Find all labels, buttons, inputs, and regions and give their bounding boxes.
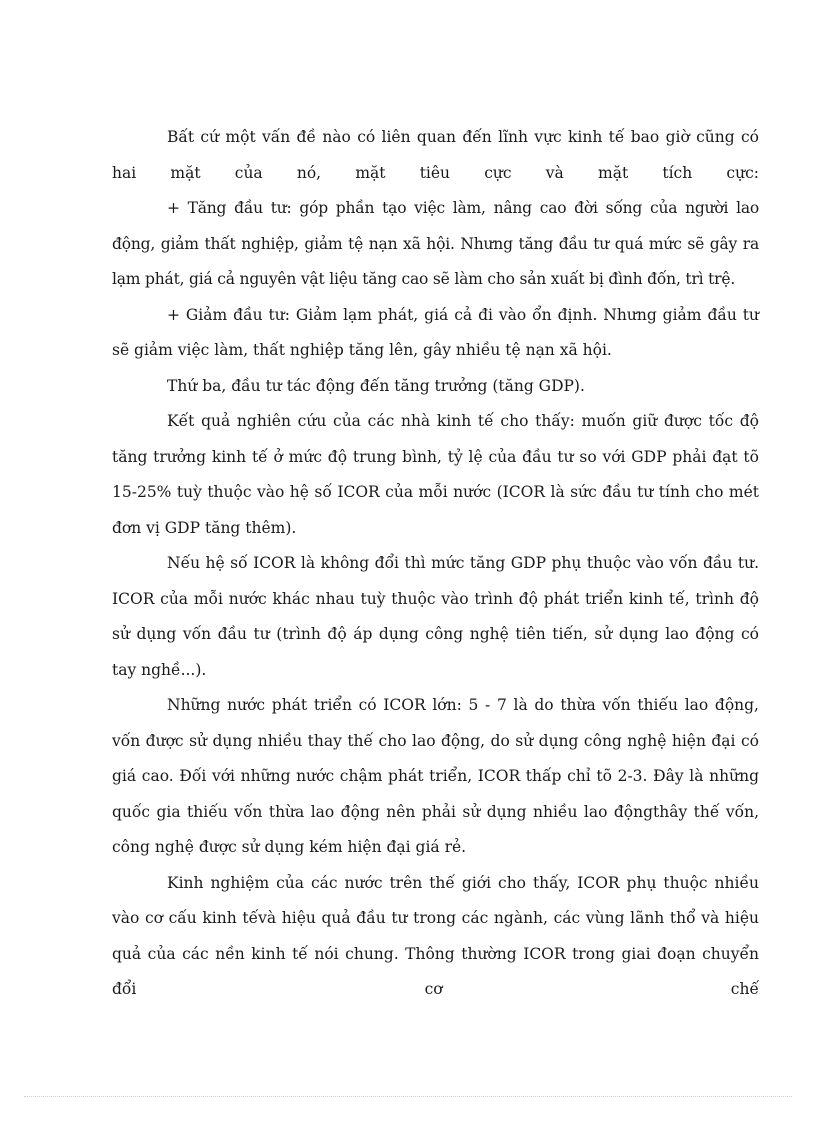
paragraph-developed-countries: Những nước phát triển có ICOR lớn: 5 - 7 là do thừa vốn thiếu lao động, vốn được sử dụng nhiều thay thế cho lao động, do sử dụng công nghệ hiện đại có giá cao. Đối với những nước chậm phát triển, ICOR thấp chỉ tõ 2-3. Đây là những quốc gia thiếu vốn thừa lao động nên phải sử dụng nhiều lao độngthây thế vốn, công nghệ được sử dụng kém hiện đại giá rẻ.	[112, 696, 759, 856]
paragraph-experience: Kinh nghiệm của các nước trên thế giới cho thấy, ICOR phụ thuộc nhiều vào cơ cấu kinh tếvà hiệu quả đầu tư trong các ngành, các vùng lãnh thổ và hiệu quả của các nền kinh tế nói chung. Thông thường ICOR trong giai đoạn chuyển đổi cơ chế	[112, 873, 759, 998]
page-bottom-divider	[24, 1096, 792, 1097]
paragraph-research-result: Kết quả nghiên cứu của các nhà kinh tế cho thấy: muốn giữ được tốc độ tăng trưởng kinh tế ở mức độ trung bình, tỷ lệ của đầu tư so với GDP phải đạt tõ 15-25% tuỳ thuộc vào hệ số ICOR của mỗi nước (ICOR là sức đầu tư tính cho mét đơn vị GDP tăng thêm).	[112, 412, 759, 537]
document-body	[112, 120, 759, 1008]
paragraph-growth-heading: Thứ ba, đầu tư tác động đến tăng trưởng (tăng GDP).	[167, 376, 585, 395]
paragraph-icor-constant: Nếu hệ số ICOR là không đổi thì mức tăng GDP phụ thuộc vào vốn đầu tư. ICOR của mỗi nước khác nhau tuỳ thuộc vào trình độ phát triển kinh tế, trình độ sử dụng vốn đầu tư (trình độ áp dụng công nghệ tiên tiến, sử dụng lao động có tay nghề...).	[112, 554, 759, 679]
paragraph-intro: Bất cứ một vấn đề nào có liên quan đến lĩnh vực kinh tế bao giờ cũng có hai mặt của nó, mặt tiêu cực và mặt tích cực:	[112, 128, 759, 182]
paragraph-decrease-investment: + Giảm đầu tư: Giảm lạm phát, giá cả đi vào ổn định. Nhưng giảm đầu tư sẽ giảm việc làm, thất nghiệp tăng lên, gây nhiều tệ nạn xã hội.	[112, 305, 759, 359]
paragraph-increase-investment: + Tăng đầu tư: góp phần tạo việc làm, nâng cao đời sống của người lao động, giảm thất nghiệp, giảm tệ nạn xã hội. Nhưng tăng đầu tư quá mức sẽ gây ra lạm phát, giá cả nguyên vật liệu tăng cao sẽ làm cho sản xuất bị đình đốn, trì trệ.	[112, 199, 759, 288]
